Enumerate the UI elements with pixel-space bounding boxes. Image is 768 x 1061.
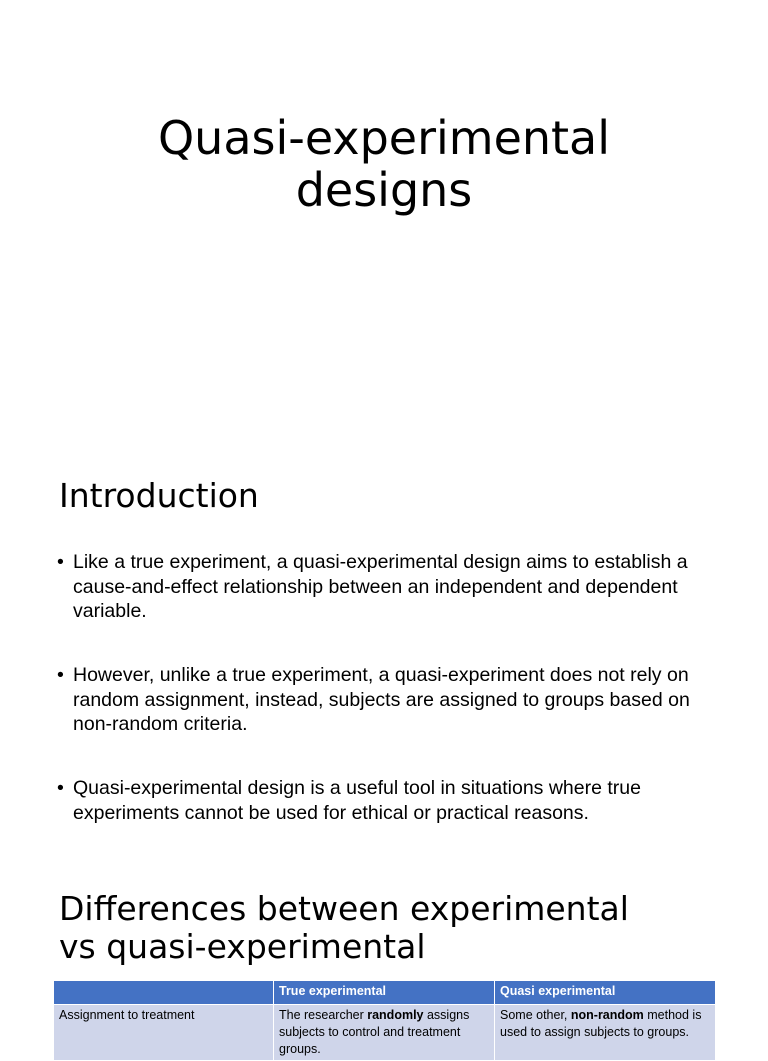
bullet-text: However, unlike a true experiment, a quasi-experiment does not rely on random assignment, instead, subjects are assigned to groups based on non-random criteria. (73, 664, 690, 735)
cell-bold-text: randomly (367, 1008, 424, 1022)
bullet-dot-icon: • (57, 551, 64, 573)
table-row (54, 1005, 716, 1061)
slide-title-line-1: Quasi-experimental (157, 111, 611, 165)
bullet-item (57, 663, 707, 776)
true-experimental-cell (274, 1005, 495, 1061)
differences-heading-line-2: vs quasi-experimental (59, 927, 426, 966)
cell-text: Some other, (500, 1008, 571, 1022)
row-label-cell: Assignment to treatment (54, 1005, 274, 1061)
bullet-dot-icon: • (57, 664, 64, 686)
bullet-item (57, 776, 707, 825)
cell-bold-text: non-random (570, 1008, 644, 1022)
slide-title (0, 112, 768, 216)
quasi-experimental-cell (495, 1005, 716, 1061)
differences-heading-line-1: Differences between experimental (59, 889, 629, 928)
table-header-cell: Quasi experimental (495, 981, 716, 1005)
table-header-cell: True experimental (274, 981, 495, 1005)
cell-text: The researcher (279, 1008, 368, 1022)
bullet-item (57, 550, 707, 663)
differences-heading (59, 890, 629, 966)
cell-text: assigns subjects to control and treatment groups. (279, 1008, 470, 1056)
introduction-heading: Introduction (59, 476, 259, 515)
introduction-bullet-list (57, 550, 707, 825)
table-header-row (54, 981, 716, 1005)
bullet-text: Like a true experiment, a quasi-experimental design aims to establish a cause-and-effect relationship between an independent and dependent variable. (73, 551, 688, 622)
bullet-dot-icon: • (57, 777, 64, 799)
cell-text: method is used to assign subjects to groups. (500, 1008, 702, 1039)
slide-title-line-2: designs (295, 163, 473, 217)
bullet-text: Quasi-experimental design is a useful tool in situations where true experiments cannot be used for ethical or practical reasons. (73, 777, 641, 824)
table-header-cell (54, 981, 274, 1005)
comparison-table (53, 980, 716, 1061)
